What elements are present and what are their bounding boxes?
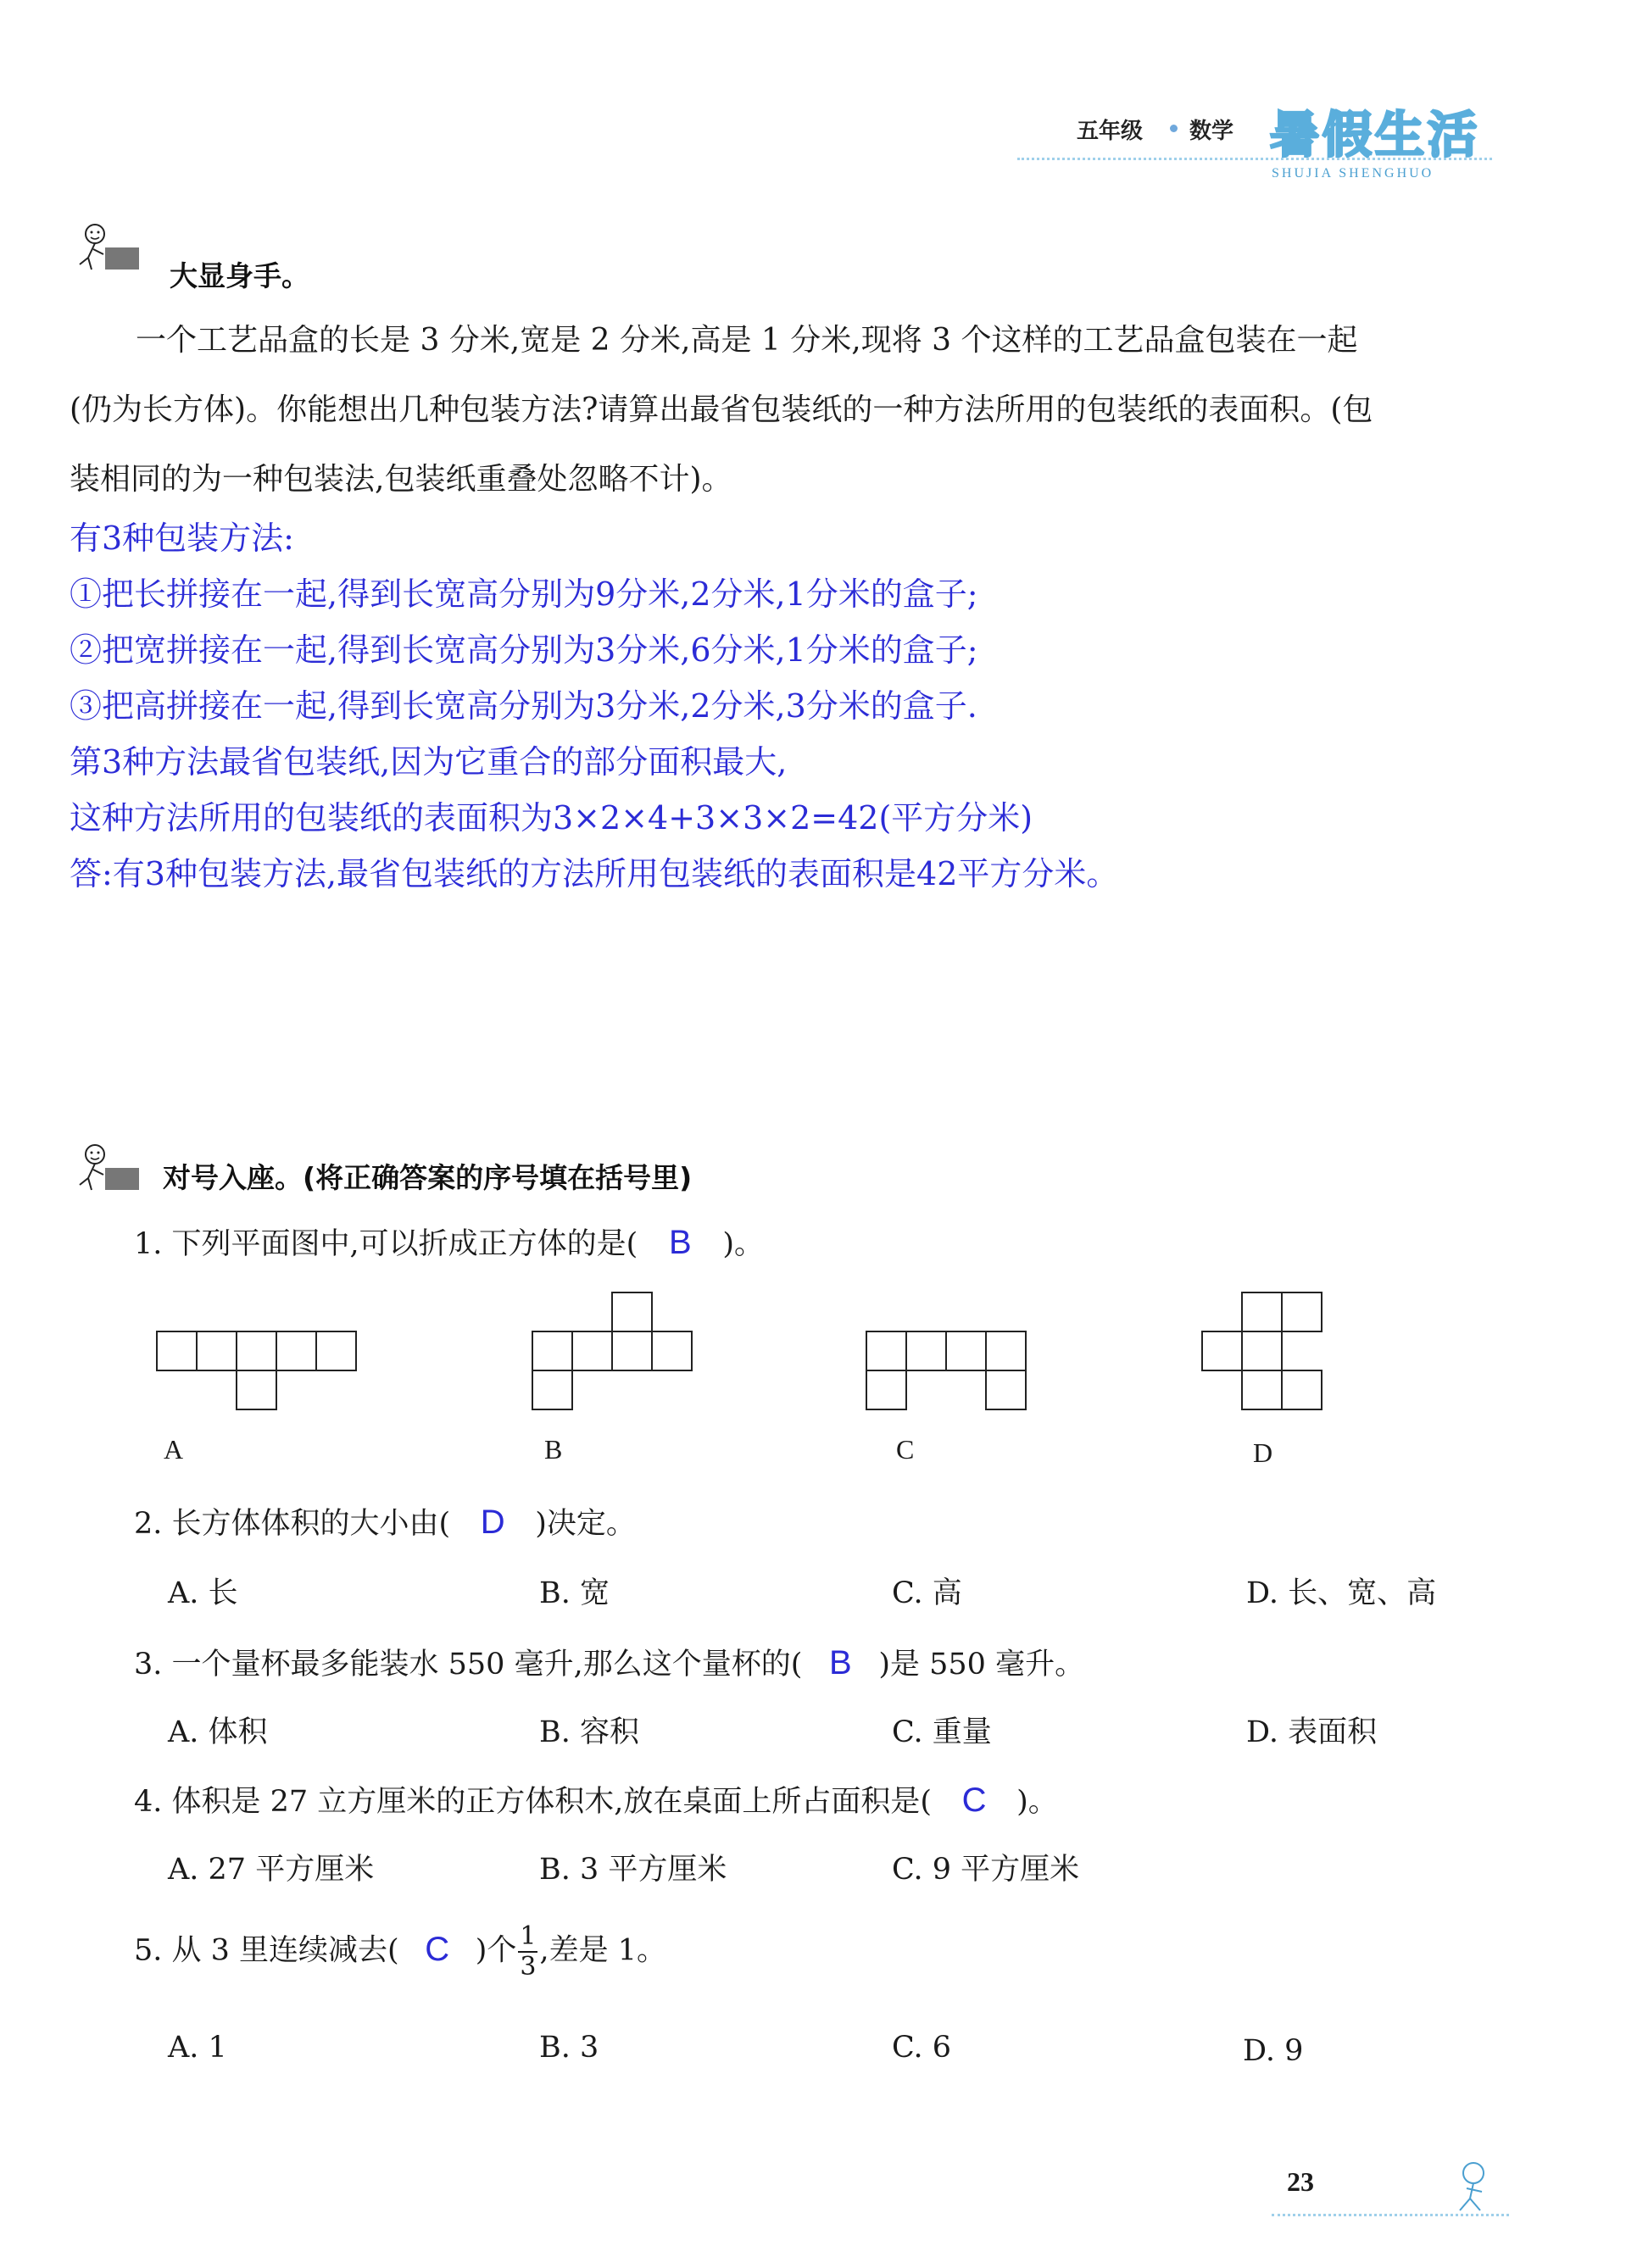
net-b xyxy=(532,1292,692,1409)
q2-option-b[interactable]: B. 宽 xyxy=(539,1576,610,1610)
question-4-answer[interactable]: C xyxy=(961,1782,987,1819)
q5-option-d[interactable]: D. 9 xyxy=(1243,2034,1304,2068)
question-3 xyxy=(134,1641,1084,1683)
net-label-a: A xyxy=(164,1434,184,1465)
kid-reading-icon xyxy=(70,222,146,273)
question-1-text: 1. 下列平面图中,可以折成正方体的是( xyxy=(134,1227,638,1261)
q2-option-c[interactable]: C. 高 xyxy=(892,1576,962,1610)
question-4 xyxy=(134,1778,1058,1821)
question-1-end: )。 xyxy=(722,1227,764,1261)
q2-option-a[interactable]: A. 长 xyxy=(168,1576,238,1610)
section1-title: 大显身手。 xyxy=(170,259,309,292)
header-pinyin: SHUJIA SHENGHUO xyxy=(1272,166,1434,181)
net-c xyxy=(866,1331,1026,1409)
question-2 xyxy=(134,1500,636,1543)
answer-line-1: 有3种包装方法: xyxy=(70,520,294,557)
q3-option-d[interactable]: D. 表面积 xyxy=(1246,1715,1378,1749)
question-4-text: 4. 体积是 27 立方厘米的正方体积木,放在桌面上所占面积是( xyxy=(134,1785,933,1819)
q5-option-b[interactable]: B. 3 xyxy=(539,2031,599,2065)
kid-running-icon xyxy=(1441,2160,1509,2219)
net-a xyxy=(157,1331,356,1409)
question-3-text: 3. 一个量杯最多能装水 550 毫升,那么这个量杯的( xyxy=(134,1648,803,1682)
net-d xyxy=(1202,1292,1322,1409)
problem-line-2: (仍为长方体)。你能想出几种包装方法?请算出最省包装纸的一种方法所用的包装纸的表面积。(包 xyxy=(70,392,1373,427)
question-5-answer[interactable]: C xyxy=(425,1930,450,1968)
q3-option-c[interactable]: C. 重量 xyxy=(892,1715,992,1749)
question-2-text: 2. 长方体体积的大小由( xyxy=(134,1507,451,1541)
q2-option-d[interactable]: D. 长、宽、高 xyxy=(1246,1576,1437,1610)
question-5-text: 5. 从 3 里连续减去( xyxy=(134,1933,399,1968)
question-1 xyxy=(134,1220,764,1263)
q3-option-b[interactable]: B. 容积 xyxy=(539,1715,639,1749)
question-5-end: ,差是 1。 xyxy=(539,1933,666,1968)
q4-option-a[interactable]: A. 27 平方厘米 xyxy=(168,1853,375,1887)
net-label-b: B xyxy=(544,1434,563,1465)
kid-reading-icon xyxy=(70,1142,146,1193)
q5-option-a[interactable]: A. 1 xyxy=(168,2031,227,2065)
net-label-d: D xyxy=(1253,1437,1273,1468)
question-2-answer[interactable]: D xyxy=(480,1504,505,1541)
answer-line-6: 这种方法所用的包装纸的表面积为3×2×4+3×3×2=42(平方分米) xyxy=(70,799,1033,837)
answer-line-7: 答:有3种包装方法,最省包装纸的方法所用包装纸的表面积是42平方分米。 xyxy=(70,855,1119,892)
question-4-end: )。 xyxy=(1016,1785,1058,1819)
q4-option-c[interactable]: C. 9 平方厘米 xyxy=(892,1853,1080,1887)
problem-line-1: 一个工艺品盒的长是 3 分米,宽是 2 分米,高是 1 分米,现将 3 个这样的工艺品盒包装在一起 xyxy=(136,323,1358,358)
q3-option-a[interactable]: A. 体积 xyxy=(168,1715,268,1749)
section2-title: 对号入座。(将正确答案的序号填在括号里) xyxy=(163,1161,693,1194)
question-1-answer[interactable]: B xyxy=(668,1224,692,1261)
header-divider xyxy=(1017,158,1492,160)
answer-line-2: ①把长拼接在一起,得到长宽高分别为9分米,2分米,1分米的盒子; xyxy=(70,575,978,613)
question-3-answer[interactable]: B xyxy=(829,1644,852,1682)
answer-line-5: 第3种方法最省包装纸,因为它重合的部分面积最大, xyxy=(70,743,788,781)
fraction-denominator: 3 xyxy=(520,1952,537,1982)
net-label-c: C xyxy=(896,1434,915,1465)
cube-nets-figure xyxy=(153,1288,1339,1424)
fraction-numerator: 1 xyxy=(520,1921,537,1951)
question-2-end: )决定。 xyxy=(535,1507,636,1541)
header-subject: 数学 xyxy=(1189,119,1234,144)
question-3-end: )是 550 毫升。 xyxy=(878,1648,1085,1682)
q4-option-b[interactable]: B. 3 平方厘米 xyxy=(539,1853,727,1887)
header-logo: 暑假生活 xyxy=(1270,106,1481,164)
answer-line-4: ③把高拼接在一起,得到长宽高分别为3分米,2分米,3分米的盒子. xyxy=(70,687,977,725)
header-dot xyxy=(1170,125,1178,132)
question-5 xyxy=(134,1922,666,1982)
question-5-mid: )个 xyxy=(475,1933,517,1968)
problem-line-3: 装相同的为一种包装法,包装纸重叠处忽略不计)。 xyxy=(70,462,732,497)
fraction-one-third xyxy=(518,1922,537,1982)
q5-option-c[interactable]: C. 6 xyxy=(892,2031,952,2065)
page-number: 23 xyxy=(1287,2166,1314,2197)
answer-line-3: ②把宽拼接在一起,得到长宽高分别为3分米,6分米,1分米的盒子; xyxy=(70,631,978,669)
header-grade: 五年级 xyxy=(1077,119,1144,144)
